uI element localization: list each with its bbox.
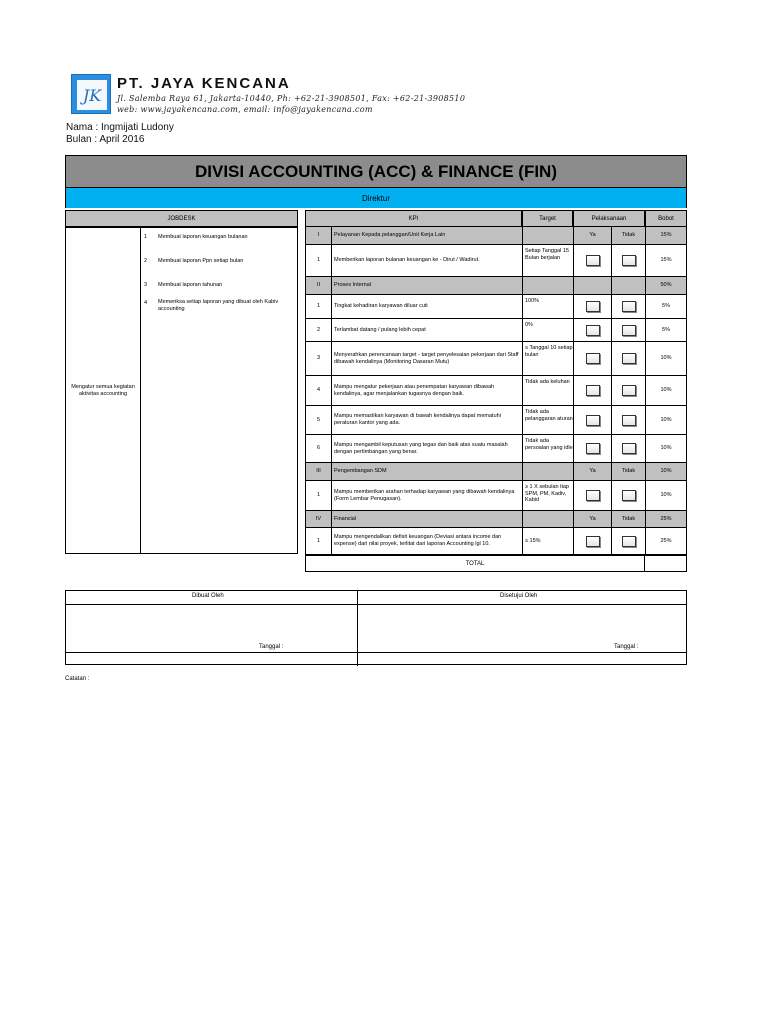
kpi-target: ≥ 1 X sebulan tiap SPM, PM, Kadiv, Kabid [523,481,574,510]
kpi-number: 1 [306,481,332,510]
ya-checkbox[interactable] [586,255,600,266]
section-target [523,463,574,480]
kpi-section-row [306,463,686,481]
kpi-item-row [306,245,686,277]
tidak-label: Tidak [612,227,646,244]
kpi-number: 1 [306,528,332,554]
tidak-checkbox[interactable] [622,490,636,501]
kpi-bobot: 5% [662,303,670,310]
kpi-text: Mampu mengendalikan defisit keuangan (Deviasi antara income dan expense) dari nilai proyek, terlitat dari laporan Accounting lgl 10. [332,528,523,554]
company-logo [71,74,111,114]
kpi-text: Terlambat datang / pulang lebih cepat [332,319,523,341]
form-title: DIVISI ACCOUNTING (ACC) & FINANCE (FIN) [65,155,687,188]
tidak-checkbox[interactable] [622,325,636,336]
ya-checkbox[interactable] [586,490,600,501]
ya-checkbox[interactable] [586,385,600,396]
kpi-number: 5 [306,406,332,434]
ya-cell [574,295,612,318]
kpi-text: Mampu memberikan arahan terhadap karyawan yang dibawah kendalinya (Form Lembar Penugasan). [332,481,523,510]
tidak-checkbox[interactable] [622,443,636,454]
jobdesk-block [65,227,298,554]
ya-cell [574,342,612,375]
kpi-bobot: 10% [660,416,672,423]
kpi-text: Mampu memastikan karyawan di bawah kendalinya dapat mematuhi peraturan kantor yang ada. [332,406,523,434]
kpi-item-row [306,319,686,342]
kpi-target: ≤ Tanggal 10 setiap bulan [523,342,574,375]
kpi-number: 3 [306,342,332,375]
kpi-item-row [306,435,686,463]
kpi-text: Memberikan laporan bulanan keuangan ke - Dirut / Wadirut. [332,245,523,276]
ya-cell [574,481,612,510]
jobdesk-item-text: Membuat laporan tahunan [158,282,223,288]
kpi-target: 0% [523,319,574,341]
kpi-text: Mampu mengatur pekerjaan atau penempatan karyawan dibawah kendalinya, agar menjalankan tugasnya dengan baik. [332,376,523,405]
ya-checkbox[interactable] [586,301,600,312]
kpi-item-row [306,342,686,376]
employee-name: Nama : Ingmijati Ludony [66,122,174,133]
kpi-bobot: 5% [662,326,670,333]
ya-cell [574,528,612,554]
tidak-cell [612,481,646,510]
tidak-checkbox[interactable] [622,415,636,426]
kpi-bobot: 15% [660,257,672,264]
jobdesk-description: Mengatur semua kegiatan aktivitas accounting [66,228,141,553]
ya-checkbox[interactable] [586,415,600,426]
kpi-target: Tidak ada persoalan yang idle [523,435,574,462]
kpi-target: Setiap Tanggal 15 Bulan berjalan [523,245,574,276]
section-title: Pelayanan Kepada pelanggan/Unit Kerja Lain [332,227,523,244]
kpi-text: Mampu mengambil keputusan yang tegas dan baik atas suatu masalah dengan pertimbangan yang benar. [332,435,523,462]
company-address: Jl. Salemba Raya 61, Jakarta-10440, Ph: +62-21-3908501, Fax: +62-21-3908510 [117,94,466,103]
ya-cell [574,245,612,276]
section-bobot: 10% [660,468,672,475]
kpi-table [305,227,687,572]
kpi-text: Tingkat kehadiran karyawan diluar cuti [332,295,523,318]
kpi-number: 6 [306,435,332,462]
ya-checkbox[interactable] [586,353,600,364]
made-by-label: Dibuat Oleh [192,593,224,599]
bobot-header: Bobot [645,210,687,227]
approved-by-label: Disetujui Oleh [500,593,538,599]
signature-footer-line [66,652,686,653]
direktur-bar: Direktur [65,188,687,208]
tidak-checkbox[interactable] [622,385,636,396]
kpi-section-row [306,277,686,295]
kpi-item-row [306,528,686,555]
tidak-cell [612,435,646,462]
section-target [523,227,574,244]
kpi-number: 2 [306,319,332,341]
total-row [305,555,687,572]
kpi-section-row [306,511,686,528]
tidak-cell [612,406,646,434]
kpi-form [65,155,687,572]
tidak-cell [612,376,646,405]
kpi-bobot: 10% [660,492,672,499]
made-by-date-label: Tanggal : [259,644,284,650]
kpi-header: KPI [305,210,522,227]
ya-label: Ya [574,511,612,527]
jobdesk-item-number: 1 [144,234,148,240]
section-bobot: 25% [660,515,672,522]
pelaksanaan-header: Pelaksanaan [573,210,645,227]
kpi-target: Tidak ada keluhan [523,376,574,405]
ya-cell [574,435,612,462]
total-label: TOTAL [306,556,645,571]
ya-checkbox[interactable] [586,443,600,454]
kpi-number: 4 [306,376,332,405]
jobdesk-item-number: 3 [144,282,148,288]
ya-label: Ya [574,463,612,480]
ya-label [574,277,612,294]
section-bobot: 15% [660,232,672,239]
tidak-cell [612,245,646,276]
jobdesk-item-number: 4 [144,300,148,306]
kpi-target: Tidak ada pelanggaran aturan [523,406,574,434]
section-title: Financial [332,511,523,527]
kpi-bobot: 25% [660,537,672,544]
tidak-checkbox[interactable] [622,301,636,312]
section-title: Pengembangan SDM [332,463,523,480]
tidak-label: Tidak [612,511,646,527]
section-number: I [306,227,332,244]
kpi-target: 100% [523,295,574,318]
tidak-checkbox[interactable] [622,536,636,547]
section-number: II [306,277,332,294]
tidak-cell [612,342,646,375]
ya-cell [574,376,612,405]
kpi-number: 1 [306,245,332,276]
kpi-number: 1 [306,295,332,318]
kpi-item-row [306,481,686,511]
section-title: Proses Internal [332,277,523,294]
jobdesk-header: JOBDESK [65,210,298,227]
kpi-item-row [306,376,686,406]
tidak-cell [612,319,646,341]
company-name: PT. JAYA KENCANA [117,75,291,92]
report-month: Bulan : April 2016 [66,134,145,145]
section-number: III [306,463,332,480]
logo-emblem-icon [72,75,112,115]
target-header: Target [522,210,573,227]
kpi-target: ≤ 15% [523,528,574,554]
tidak-cell [612,295,646,318]
jobdesk-item-number: 2 [144,258,148,264]
signature-table [65,590,687,665]
section-bobot: 50% [660,282,672,289]
kpi-item-row [306,295,686,319]
section-target [523,511,574,527]
tidak-label [612,277,646,294]
kpi-bobot: 10% [660,355,672,362]
section-target [523,277,574,294]
kpi-text: Menyerahkan perencanaan target - target penyelesaian pekerjaan dari Staff dibawah kendalinya (Monitoring Dasaran Mutu) [332,342,523,375]
ya-cell [574,319,612,341]
tidak-label: Tidak [612,463,646,480]
signature-header-line [66,604,686,605]
tidak-checkbox[interactable] [622,353,636,364]
tidak-cell [612,528,646,554]
kpi-section-row [306,227,686,245]
ya-checkbox[interactable] [586,536,600,547]
kpi-item-row [306,406,686,435]
ya-checkbox[interactable] [586,325,600,336]
kpi-bobot: 10% [660,445,672,452]
jobdesk-item-text: Memeriksa setiap laporan yang dibuat oleh Kabiv accounting [158,299,279,312]
company-web: web: www.jayakencana.com, email: info@jayakencana.com [117,105,373,114]
tidak-checkbox[interactable] [622,255,636,266]
signature-divider [357,591,358,666]
jobdesk-item-text: Membuat laporan keuangan bulanan [158,234,248,240]
section-number: IV [306,511,332,527]
notes-label: Catatan : [65,676,90,682]
logo-lettering: JK [82,86,102,105]
jobdesk-item-text: Membuat laporan Ppn setiap bulan [158,258,244,264]
kpi-bobot: 10% [660,387,672,394]
ya-cell [574,406,612,434]
ya-label: Ya [574,227,612,244]
approved-by-date-label: Tanggal : [614,644,639,650]
